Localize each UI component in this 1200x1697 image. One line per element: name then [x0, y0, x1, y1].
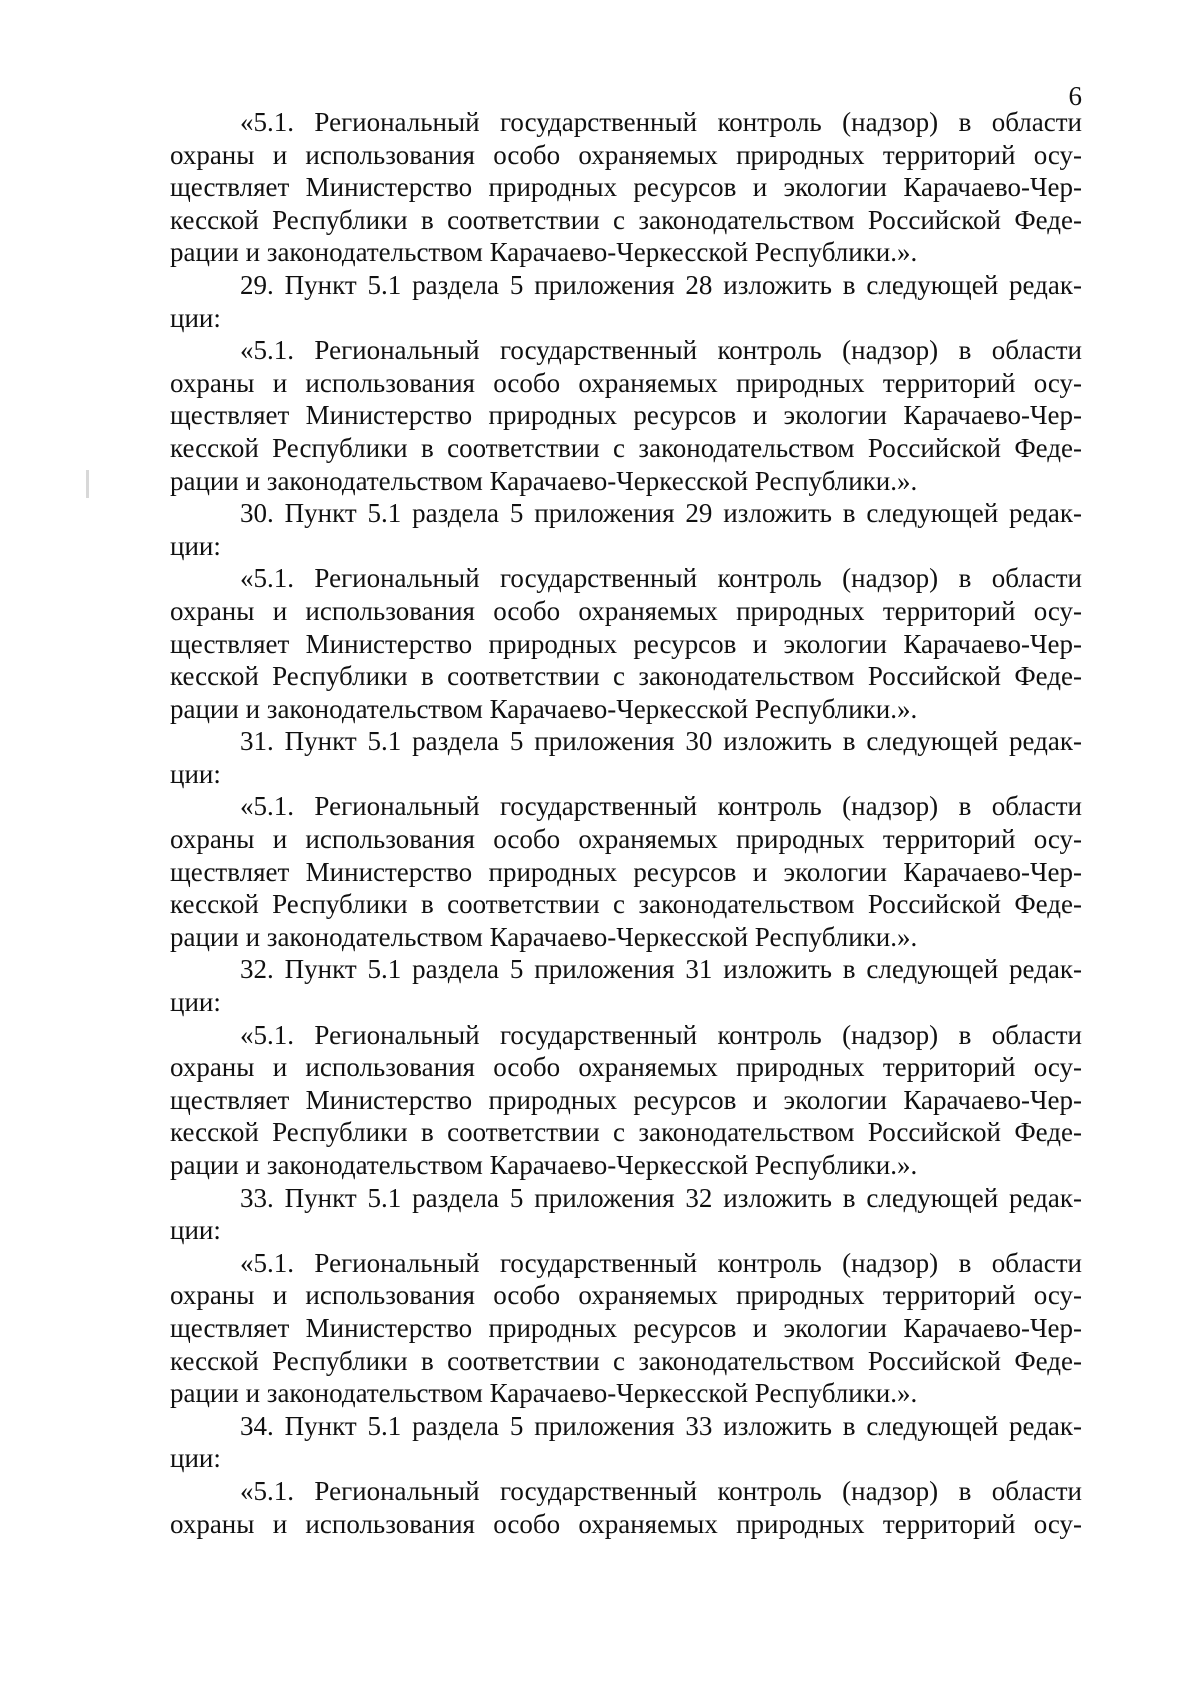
text-line: ции:	[170, 987, 221, 1018]
text-line: рации и законодательством Карачаево-Черкесской Республики.».	[170, 465, 918, 496]
numbered-item-paragraph	[170, 269, 1082, 334]
text-line: ции:	[170, 1215, 221, 1246]
text-line: 31. Пункт 5.1 раздела 5 приложения 30 изложить в следующей редак-	[240, 726, 1082, 757]
text-line: охраны и использования особо охраняемых природных территорий осу-	[170, 1280, 1082, 1311]
text-line: 32. Пункт 5.1 раздела 5 приложения 31 изложить в следующей редак-	[240, 954, 1082, 985]
text-line: охраны и использования особо охраняемых природных территорий осу-	[170, 367, 1082, 398]
text-line: ществляет Министерство природных ресурсов и экологии Карачаево-Чер-	[170, 628, 1082, 659]
text-line: охраны и использования особо охраняемых природных территорий осу-	[170, 1508, 1082, 1539]
text-line: «5.1. Региональный государственный контроль (надзор) в области	[240, 1475, 1082, 1506]
quoted-amendment-paragraph	[170, 1247, 1082, 1410]
numbered-item-paragraph	[170, 725, 1082, 790]
text-line: кесской Республики в соответствии с законодательством Российской Феде-	[170, 204, 1082, 235]
numbered-item-paragraph	[170, 953, 1082, 1018]
text-line: охраны и использования особо охраняемых природных территорий осу-	[170, 1052, 1082, 1083]
text-line: охраны и использования особо охраняемых природных территорий осу-	[170, 139, 1082, 170]
text-line: кесской Республики в соответствии с законодательством Российской Феде-	[170, 889, 1082, 920]
text-line: ществляет Министерство природных ресурсов и экологии Карачаево-Чер-	[170, 400, 1082, 431]
text-line: 34. Пункт 5.1 раздела 5 приложения 33 изложить в следующей редак-	[240, 1410, 1082, 1441]
text-line: «5.1. Региональный государственный контроль (надзор) в области	[240, 563, 1082, 594]
text-line: ции:	[170, 758, 221, 789]
quoted-amendment-paragraph	[170, 1019, 1082, 1182]
numbered-item-paragraph	[170, 1410, 1082, 1475]
text-line: ции:	[170, 302, 221, 333]
quoted-amendment-paragraph	[170, 790, 1082, 953]
text-line: 33. Пункт 5.1 раздела 5 приложения 32 изложить в следующей редак-	[240, 1182, 1082, 1213]
quoted-amendment-paragraph	[170, 106, 1082, 269]
text-line: рации и законодательством Карачаево-Черкесской Республики.».	[170, 1150, 918, 1180]
text-line: рации и законодательством Карачаево-Черкесской Республики.».	[170, 921, 918, 952]
text-line: рации и законодательством Карачаево-Черкесской Республики.».	[170, 693, 918, 724]
quoted-amendment-paragraph	[170, 562, 1082, 725]
page-number: 6	[1068, 81, 1082, 111]
text-line: кесской Республики в соответствии с законодательством Российской Феде-	[170, 661, 1082, 692]
text-line: охраны и использования особо охраняемых природных территорий осу-	[170, 824, 1082, 855]
text-line: ществляет Министерство природных ресурсов и экологии Карачаево-Чер-	[170, 172, 1082, 203]
text-line: охраны и использования особо охраняемых природных территорий осу-	[170, 595, 1082, 626]
numbered-item-paragraph	[170, 497, 1082, 562]
text-line: 29. Пункт 5.1 раздела 5 приложения 28 изложить в следующей редак-	[240, 269, 1082, 300]
quoted-amendment-paragraph	[170, 334, 1082, 497]
quoted-amendment-paragraph	[170, 1475, 1082, 1540]
text-line: 30. Пункт 5.1 раздела 5 приложения 29 изложить в следующей редак-	[240, 498, 1082, 529]
text-line: «5.1. Региональный государственный контроль (надзор) в области	[240, 1247, 1082, 1278]
numbered-item-paragraph	[170, 1182, 1082, 1247]
text-line: кесской Республики в соответствии с законодательством Российской Феде-	[170, 1345, 1082, 1376]
text-line: ществляет Министерство природных ресурсов и экологии Карачаево-Чер-	[170, 1312, 1082, 1343]
text-line: «5.1. Региональный государственный контроль (надзор) в области	[240, 335, 1082, 366]
text-line: рации и законодательством Карачаево-Черкесской Республики.».	[170, 1378, 918, 1409]
text-line: ции:	[170, 530, 221, 561]
text-line: ществляет Министерство природных ресурсов и экологии Карачаево-Чер-	[170, 856, 1082, 887]
text-line: «5.1. Региональный государственный контроль (надзор) в области	[240, 107, 1082, 137]
text-line: ции:	[170, 1443, 221, 1474]
text-line: «5.1. Региональный государственный контроль (надзор) в области	[240, 1019, 1082, 1050]
text-line: рации и законодательством Карачаево-Черкесской Республики.».	[170, 237, 918, 268]
text-line: кесской Республики в соответствии с законодательством Российской Феде-	[170, 432, 1082, 463]
text-line: «5.1. Региональный государственный контроль (надзор) в области	[240, 791, 1082, 822]
text-line: ществляет Министерство природных ресурсов и экологии Карачаево-Чер-	[170, 1084, 1082, 1115]
text-line: кесской Республики в соответствии с законодательством Российской Феде-	[170, 1117, 1082, 1148]
scan-artifact	[86, 470, 89, 498]
document-body	[170, 106, 1082, 1540]
